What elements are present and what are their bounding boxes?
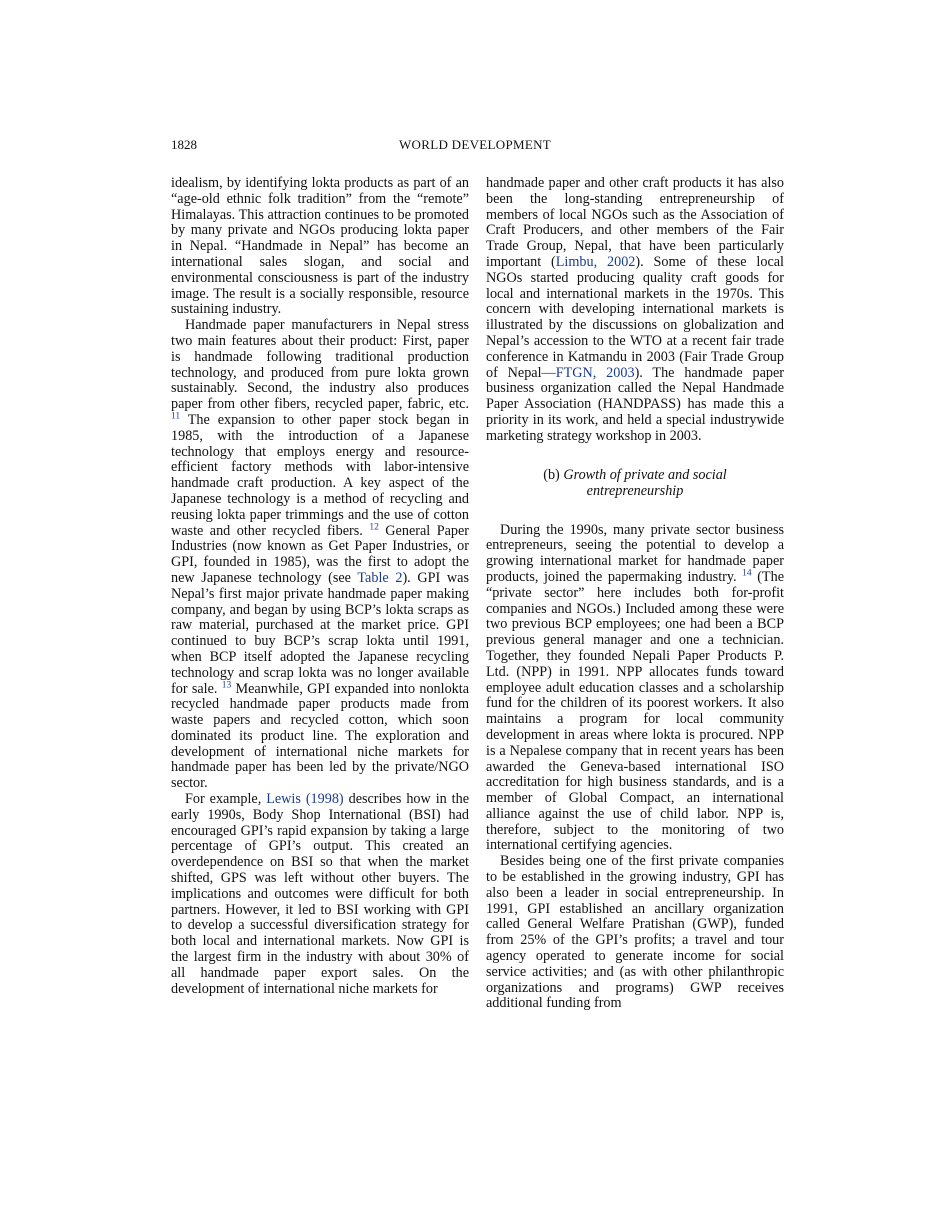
section-heading	[486, 467, 784, 499]
citation-limbu-2002[interactable]: Limbu, 2002	[555, 253, 636, 270]
journal-running-head: WORLD DEVELOPMENT	[398, 137, 552, 152]
page-number: 1828	[171, 137, 197, 152]
citation-lewis-1998[interactable]: Lewis (1998)	[266, 791, 344, 808]
paragraph-3: For example, Lewis (1998) describes how in the early 1990s, Body Shop International (BSI) had encouraged GPI’s rapid expansion by taking a large percentage of GPI’s output. This created an overdependence on BSI so that when the market shifted, GPS was left without other buyers. The implications and outcomes were difficult for both partners. However, it led to BSI working with GPI to develop a successful diversification strategy for both local and international markets. Now GPI is the largest firm in the industry with about 30% of all handmade paper export sales. On the development of international niche markets for	[171, 791, 470, 997]
paragraph-2: Handmade paper manufacturers in Nepal stress two main features about their product: First, paper is handmade following traditional production technology, and produced from pure lokta grown sustainably. Second, the industry also produces paper from other fibers, recycled paper, fabric, etc. $^{11}$ The expansion to other paper stock began in 1985, with the introduction of a Japanese technology that employs energy and resource-efficient factory methods with labor-intensive handmade craft production. A key aspect of the Japanese technology is a method of recycling and reusing lokta paper trimmings and the use of cotton waste and other recycled fibers. $^{12}$ General Paper Industries (now known as Get Paper Industries, or GPI, founded in 1985), was the first to adopt the new Japanese technology (see Table 2). GPI was Nepal’s first major private handmade paper making company, and began by using BCP’s lokta scraps as raw material, purchased at the market price. GPI continued to buy BCP’s scrap lokta until 1991, when BCP itself adopted the Japanese recycling technology and scrap lokta was no longer available for sale. $^{13}$ Meanwhile, GPI expanded into nonlokta recycled handmade paper products made from waste papers and recycled cotton, which soon dominated its product line. The exploration and development of international niche markets for handmade paper has been led by the private/NGO sector.	[171, 317, 469, 792]
footnote-ref-14[interactable]: 14	[742, 568, 752, 579]
section-label: (b)	[543, 466, 560, 483]
citation-ftgn-2003[interactable]: —FTGN, 2003	[541, 364, 635, 381]
footnote-ref-12[interactable]: 12	[369, 521, 379, 532]
section-title-line-2: entrepreneurship	[586, 482, 684, 499]
paragraph-4: handmade paper and other craft products it has also been the long-standing entrepreneurship of members of local NGOs such as the Association of Craft Producers, and other members of the Fair Trade Group, Nepal, that have been particularly important (Limbu, 2002). Some of these local NGOs started producing quality craft goods for local and international markets in the 1970s. This concern with developing international markets is illustrated by the discussions on globalization and Nepal’s accession to the WTO at a recent fair trade conference in Katmandu in 2003 (Fair Trade Group of Nepal—FTGN, 2003). The handmade paper business organization called the Nepal Handmade Paper Association (HANDPASS) has made this a priority in its work, and held a special industrywide marketing strategy workshop in 2003.	[486, 175, 784, 444]
right-column	[486, 176, 784, 1012]
section-title-line-1: Growth of private and social	[563, 466, 727, 483]
paragraph-6: Besides being one of the first private companies to be established in the growing industry, GPI has also been a leader in social entrepreneurship. In 1991, GPI established an ancillary organization called General Welfare Pratishan (GWP), funded from 25% of the GPI’s profits; a travel and tour agency operated to generate income for social service activities; and (as with other philanthropic organizations and programs) GWP receives additional funding from	[486, 853, 784, 1012]
footnote-ref-11[interactable]: 11	[171, 411, 181, 422]
table-2-link[interactable]: Table 2	[357, 569, 403, 586]
footnote-ref-13[interactable]: 13	[221, 679, 232, 690]
left-column	[171, 176, 469, 997]
paragraph-5: During the 1990s, many private sector business entrepreneurs, seeing the potential to develop a growing international market for handmade paper products, joined the papermaking industry. $^{14}$ (The “private sector” here includes both for-profit companies and NGOs.) Included among these were two previous BCP employees; one had been a BCP previous general manager and one a technician. Together, they founded Nepali Paper Products P. Ltd. (NPP) in 1991. NPP allocates funds toward employee adult education classes and a scholarship fund for the children of its poorest workers. It also maintains a program for local community development in areas where lokta is procured. NPP is a Nepalese company that in recent years has been awarded the Geneva-based international ISO accreditation for high business standards, and is a member of Global Compact, an international alliance against the use of child labor. NPP is, therefore, subject to the monitoring of two international certifying agencies.	[486, 521, 784, 854]
paragraph-1: idealism, by identifying lokta products as part of an “age-old ethnic folk tradition” from the “remote” Himalayas. This attraction continues to be promoted by many private and NGOs producing lokta paper in Nepal. “Handmade in Nepal” has become an international sales slogan, and social and environmental consciousness is part of the industry image. The result is a socially responsible, resource sustaining industry.	[171, 175, 469, 318]
